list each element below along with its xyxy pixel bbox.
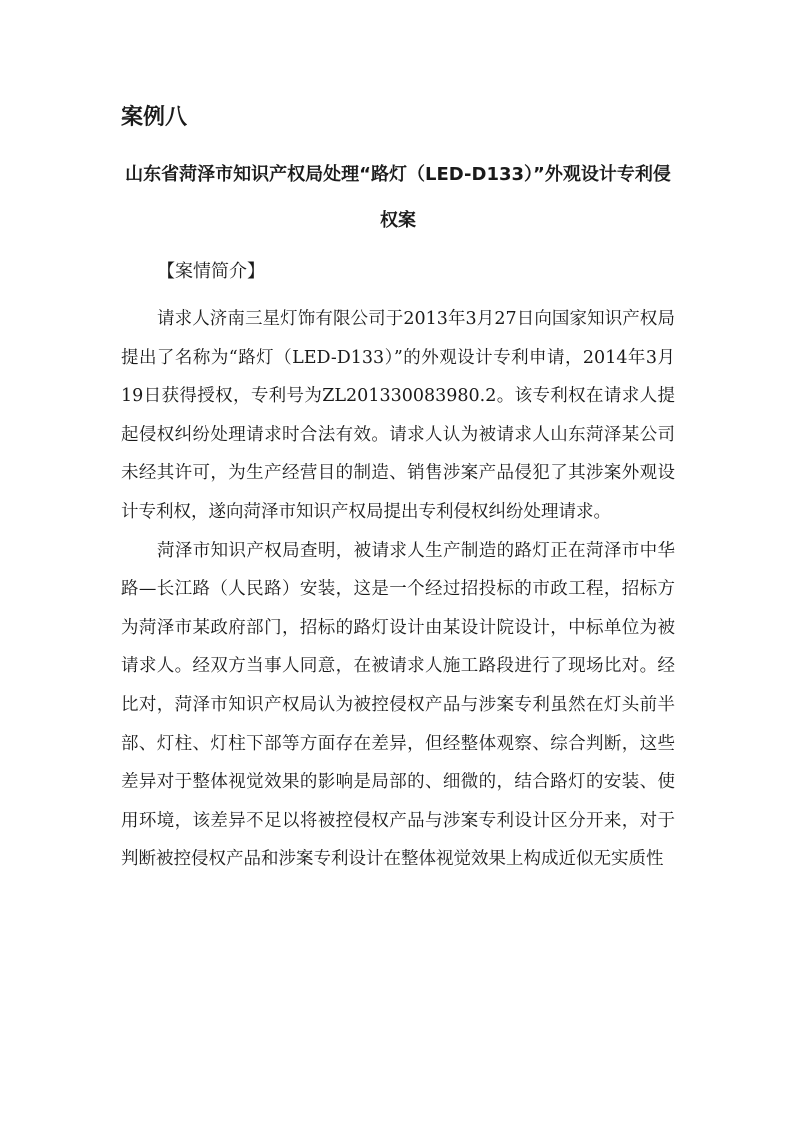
case-label: 案例八 bbox=[121, 105, 188, 130]
document-title: 山东省菏泽市知识产权局处理“路灯（LED-D133）”外观设计专利侵权案 bbox=[125, 164, 671, 231]
paragraph: 请求人济南三星灯饰有限公司于2013年3月27日向国家知识产权局提出了名称为“路灯（LED-D133）”的外观设计专利申请，2014年3月19日获得授权，专利号为ZL201330083980.2。该专利权在请求人提起侵权纠纷处理请求时合法有效。请求人认为被请求人山东菏泽某公司未经其许可，为生产经营目的制造、销售涉案产品侵犯了其涉案外观设计专利权，遂向菏泽市知识产权局提出专利侵权纠纷处理请求。 bbox=[121, 309, 675, 522]
document-body bbox=[121, 300, 675, 879]
section-heading: 【案情简介】 bbox=[157, 261, 265, 282]
paragraph: 菏泽市知识产权局查明，被请求人生产制造的路灯正在菏泽市中华路—长江路（人民路）安装，这是一个经过招投标的市政工程，招标方为菏泽市某政府部门，招标的路灯设计由某设计院设计，中标单位为被请求人。经双方当事人同意，在被请求人施工路段进行了现场比对。经比对，菏泽市知识产权局认为被控侵权产品与涉案专利虽然在灯头前半部、灯柱、灯柱下部等方面存在差异，但经整体观察、综合判断，这些差异对于整体视觉效果的影响是局部的、细微的，结合路灯的安装、使用环境，该差异不足以将被控侵权产品与涉案专利设计区分开来，对于判断被控侵权产品和涉案专利设计在整体视觉效果上构成近似无实质性 bbox=[121, 540, 675, 870]
